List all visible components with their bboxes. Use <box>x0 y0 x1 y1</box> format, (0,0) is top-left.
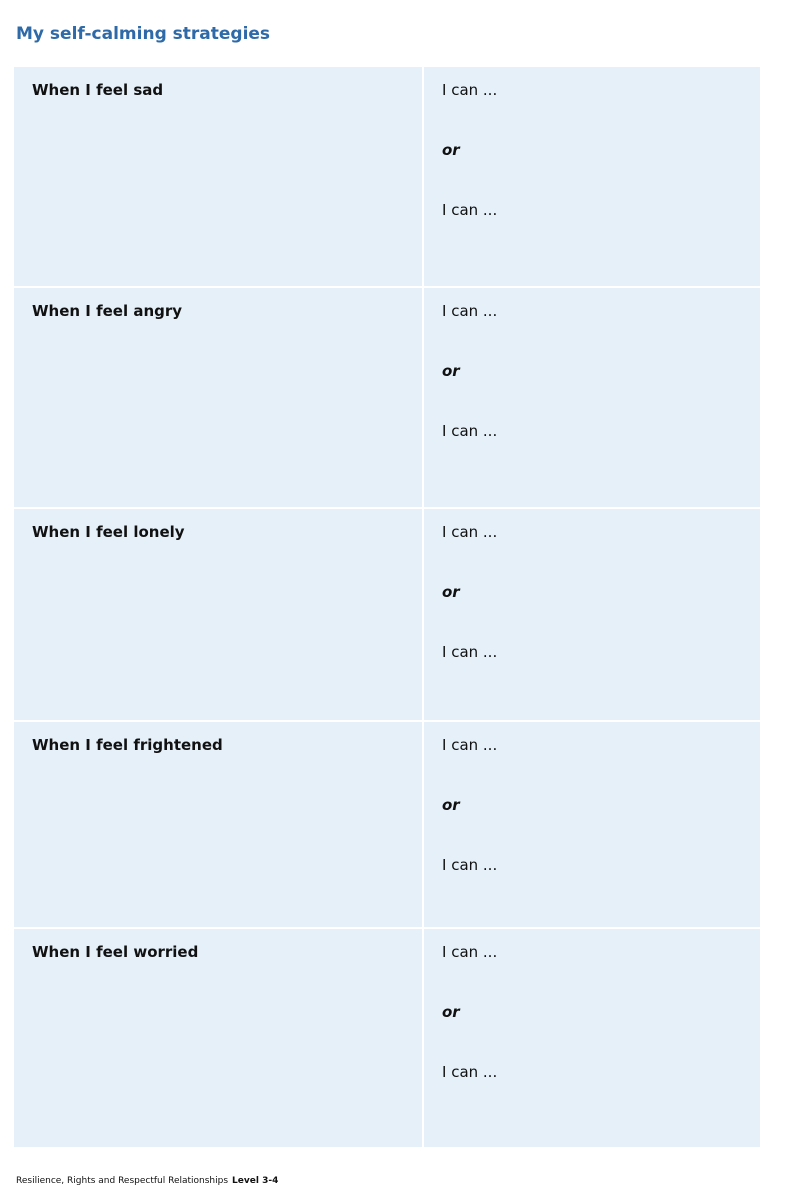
feeling-cell <box>14 928 423 1147</box>
response-cell[interactable] <box>423 508 760 721</box>
feeling-label: When I feel angry <box>32 302 183 320</box>
table-row <box>14 928 760 1147</box>
response-cell[interactable] <box>423 287 760 508</box>
i-can-prompt: I can ... <box>442 302 498 320</box>
response-cell[interactable] <box>423 928 760 1147</box>
feeling-label: When I feel frightened <box>32 736 223 754</box>
or-label: or <box>442 796 460 814</box>
i-can-prompt: I can ... <box>442 943 498 961</box>
feeling-cell <box>14 287 423 508</box>
response-cell[interactable] <box>423 721 760 928</box>
footer-level: Level 3-4 <box>232 1176 279 1186</box>
feeling-cell <box>14 508 423 721</box>
i-can-prompt: I can ... <box>442 201 498 219</box>
i-can-prompt: I can ... <box>442 422 498 440</box>
table-row <box>14 67 760 287</box>
feeling-label: When I feel lonely <box>32 523 185 541</box>
strategies-table <box>14 67 760 1147</box>
page-title: My self-calming strategies <box>16 24 271 44</box>
page-footer <box>16 1176 278 1186</box>
i-can-prompt: I can ... <box>442 643 498 661</box>
i-can-prompt: I can ... <box>442 856 498 874</box>
or-label: or <box>442 583 460 601</box>
feeling-label: When I feel sad <box>32 81 164 99</box>
i-can-prompt: I can ... <box>442 523 498 541</box>
feeling-label: When I feel worried <box>32 943 199 961</box>
response-cell[interactable] <box>423 67 760 287</box>
footer-title: Resilience, Rights and Respectful Relationships <box>16 1176 229 1186</box>
i-can-prompt: I can ... <box>442 1063 498 1081</box>
feeling-cell <box>14 67 423 287</box>
or-label: or <box>442 362 460 380</box>
feeling-cell <box>14 721 423 928</box>
table-row <box>14 721 760 928</box>
i-can-prompt: I can ... <box>442 81 498 99</box>
i-can-prompt: I can ... <box>442 736 498 754</box>
table-row <box>14 287 760 508</box>
or-label: or <box>442 141 460 159</box>
table-row <box>14 508 760 721</box>
or-label: or <box>442 1003 460 1021</box>
